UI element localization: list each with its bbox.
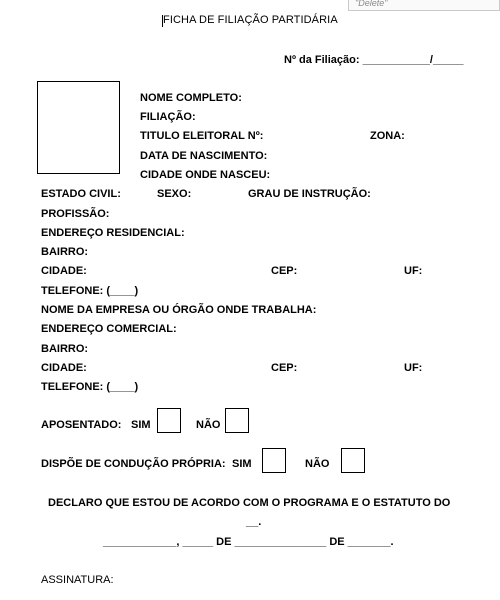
conducao-nao-label: NÃO bbox=[305, 458, 330, 470]
aposentado-sim-label: SIM bbox=[131, 419, 151, 431]
empresa-label: NOME DA EMPRESA OU ÓRGÃO ONDE TRABALHA: bbox=[41, 304, 317, 316]
aposentado-nao-label: NÃO bbox=[196, 419, 221, 431]
nome-completo-label: NOME COMPLETO: bbox=[140, 92, 242, 104]
endereco-residencial-label: ENDEREÇO RESIDENCIAL: bbox=[41, 227, 185, 239]
date-line: ____________, _____ DE _______________ DE _______. bbox=[103, 536, 394, 548]
cidade-nasceu-label: CIDADE ONDE NASCEU: bbox=[140, 169, 271, 181]
form-title: FICHA DE FILIAÇÃO PARTIDÁRIA bbox=[163, 14, 338, 26]
conducao-sim-label: SIM bbox=[232, 458, 252, 470]
cidade-comercial-label: CIDADE: bbox=[41, 362, 87, 374]
sexo-label: SEXO: bbox=[157, 188, 192, 200]
conducao-nao-checkbox[interactable] bbox=[341, 448, 365, 473]
data-nascimento-label: DATA DE NASCIMENTO: bbox=[140, 150, 268, 162]
grau-instrucao-label: GRAU DE INSTRUÇÃO: bbox=[248, 188, 371, 200]
profissao-label: PROFISSÃO: bbox=[41, 208, 110, 220]
cep-comercial-label: CEP: bbox=[271, 362, 298, 374]
zona-label: ZONA: bbox=[370, 130, 405, 142]
assinatura-label: ASSINATURA: bbox=[41, 574, 114, 586]
endereco-comercial-label: ENDEREÇO COMERCIAL: bbox=[41, 323, 177, 335]
bairro-comercial-label: BAIRRO: bbox=[41, 343, 89, 355]
conducao-label: DISPÕE DE CONDUÇÃO PRÓPRIA: bbox=[41, 458, 226, 470]
declaracao-line-1: DECLARO QUE ESTOU DE ACORDO COM O PROGRAMA E O ESTATUTO DO bbox=[48, 497, 451, 509]
estado-civil-label: ESTADO CIVIL: bbox=[41, 188, 121, 200]
titulo-eleitoral-label: TITULO ELEITORAL Nº: bbox=[140, 130, 264, 142]
declaracao-line-2: __. bbox=[246, 516, 262, 528]
aposentado-label: APOSENTADO: bbox=[41, 419, 122, 431]
delete-tag bbox=[348, 0, 500, 11]
filiacao-label: FILIAÇÃO: bbox=[140, 111, 196, 123]
conducao-sim-checkbox[interactable] bbox=[262, 448, 286, 473]
aposentado-sim-checkbox[interactable] bbox=[157, 408, 181, 433]
filiacao-number-field: Nº da Filiação: ___________/_____ bbox=[284, 54, 464, 66]
uf-comercial-label: UF: bbox=[404, 362, 423, 374]
aposentado-nao-checkbox[interactable] bbox=[225, 408, 249, 433]
cep-residencial-label: CEP: bbox=[271, 265, 298, 277]
cidade-residencial-label: CIDADE: bbox=[41, 265, 87, 277]
telefone-residencial-label: TELEFONE: (____) bbox=[41, 285, 139, 297]
bairro-residencial-label: BAIRRO: bbox=[41, 246, 89, 258]
delete-tag-label: "Delete" bbox=[355, 0, 388, 8]
uf-residencial-label: UF: bbox=[404, 265, 423, 277]
telefone-comercial-label: TELEFONE: (____) bbox=[41, 381, 139, 393]
photo-box bbox=[37, 81, 120, 174]
